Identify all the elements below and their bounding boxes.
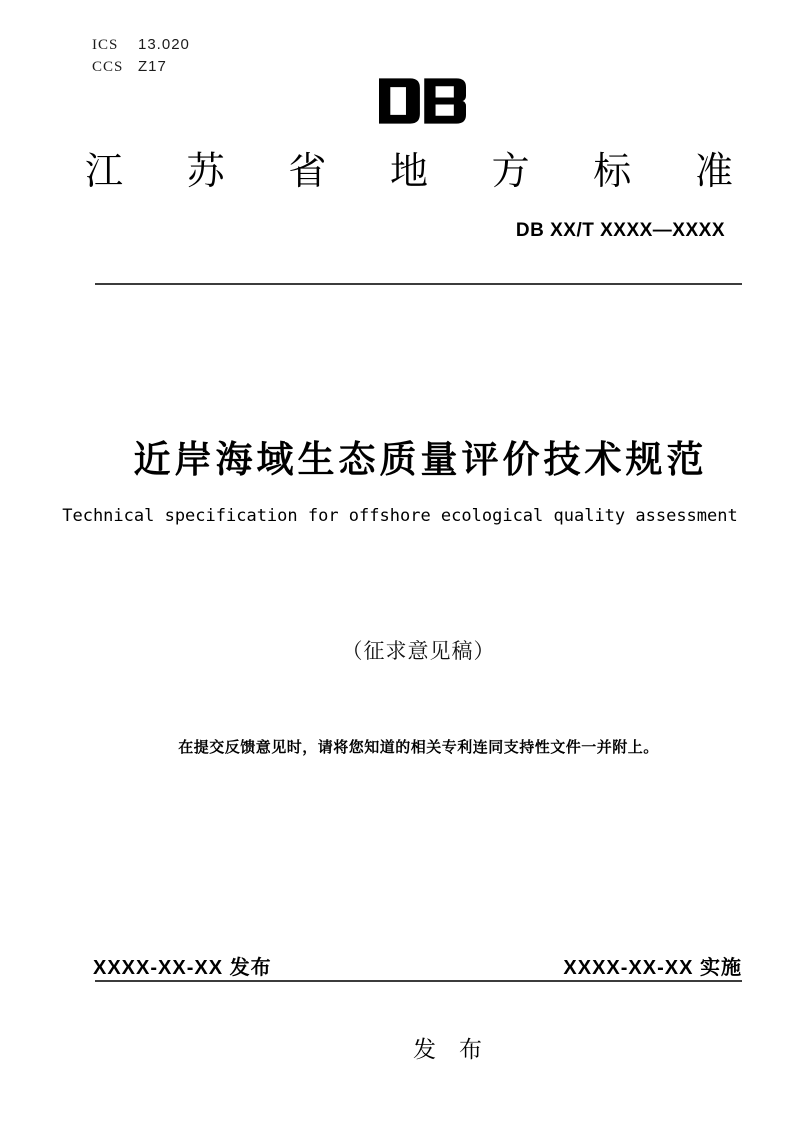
ics-value: 13.020	[138, 36, 190, 53]
ics-label: ICS	[92, 37, 119, 53]
province-name-char: 江	[85, 151, 124, 193]
province-name-char: 地	[389, 151, 428, 193]
db-logo-icon	[379, 78, 466, 124]
footer-rule	[95, 980, 742, 982]
province-name-char: 苏	[186, 151, 225, 193]
draft-status-note: （征求意见稿）	[341, 639, 496, 663]
province-standard-name	[85, 150, 733, 194]
implement-date: XXXX-XX-XX 实施	[563, 957, 742, 979]
ics-row	[92, 34, 190, 56]
ccs-value: Z17	[138, 58, 167, 75]
patent-feedback-note: 在提交反馈意见时，请将您知道的相关专利连同支持性文件一并附上。	[178, 739, 659, 756]
document-title-en: Technical specification for offshore ecological quality assessment	[62, 506, 738, 526]
province-name-char: 准	[694, 151, 733, 193]
province-name-char: 方	[491, 151, 530, 193]
date-row	[93, 951, 742, 980]
document-title-cn: 近岸海域生态质量评价技术规范	[133, 439, 708, 480]
header-rule	[95, 283, 742, 285]
classification-codes	[92, 34, 190, 78]
ccs-label: CCS	[92, 59, 124, 75]
province-name-char: 标	[593, 151, 632, 193]
standard-number: DB XX/T XXXX—XXXX	[515, 220, 725, 241]
publisher-label: 发 布	[413, 1036, 482, 1062]
ccs-row	[92, 56, 190, 78]
province-name-char: 省	[288, 151, 327, 193]
release-date: XXXX-XX-XX 发布	[93, 957, 272, 979]
